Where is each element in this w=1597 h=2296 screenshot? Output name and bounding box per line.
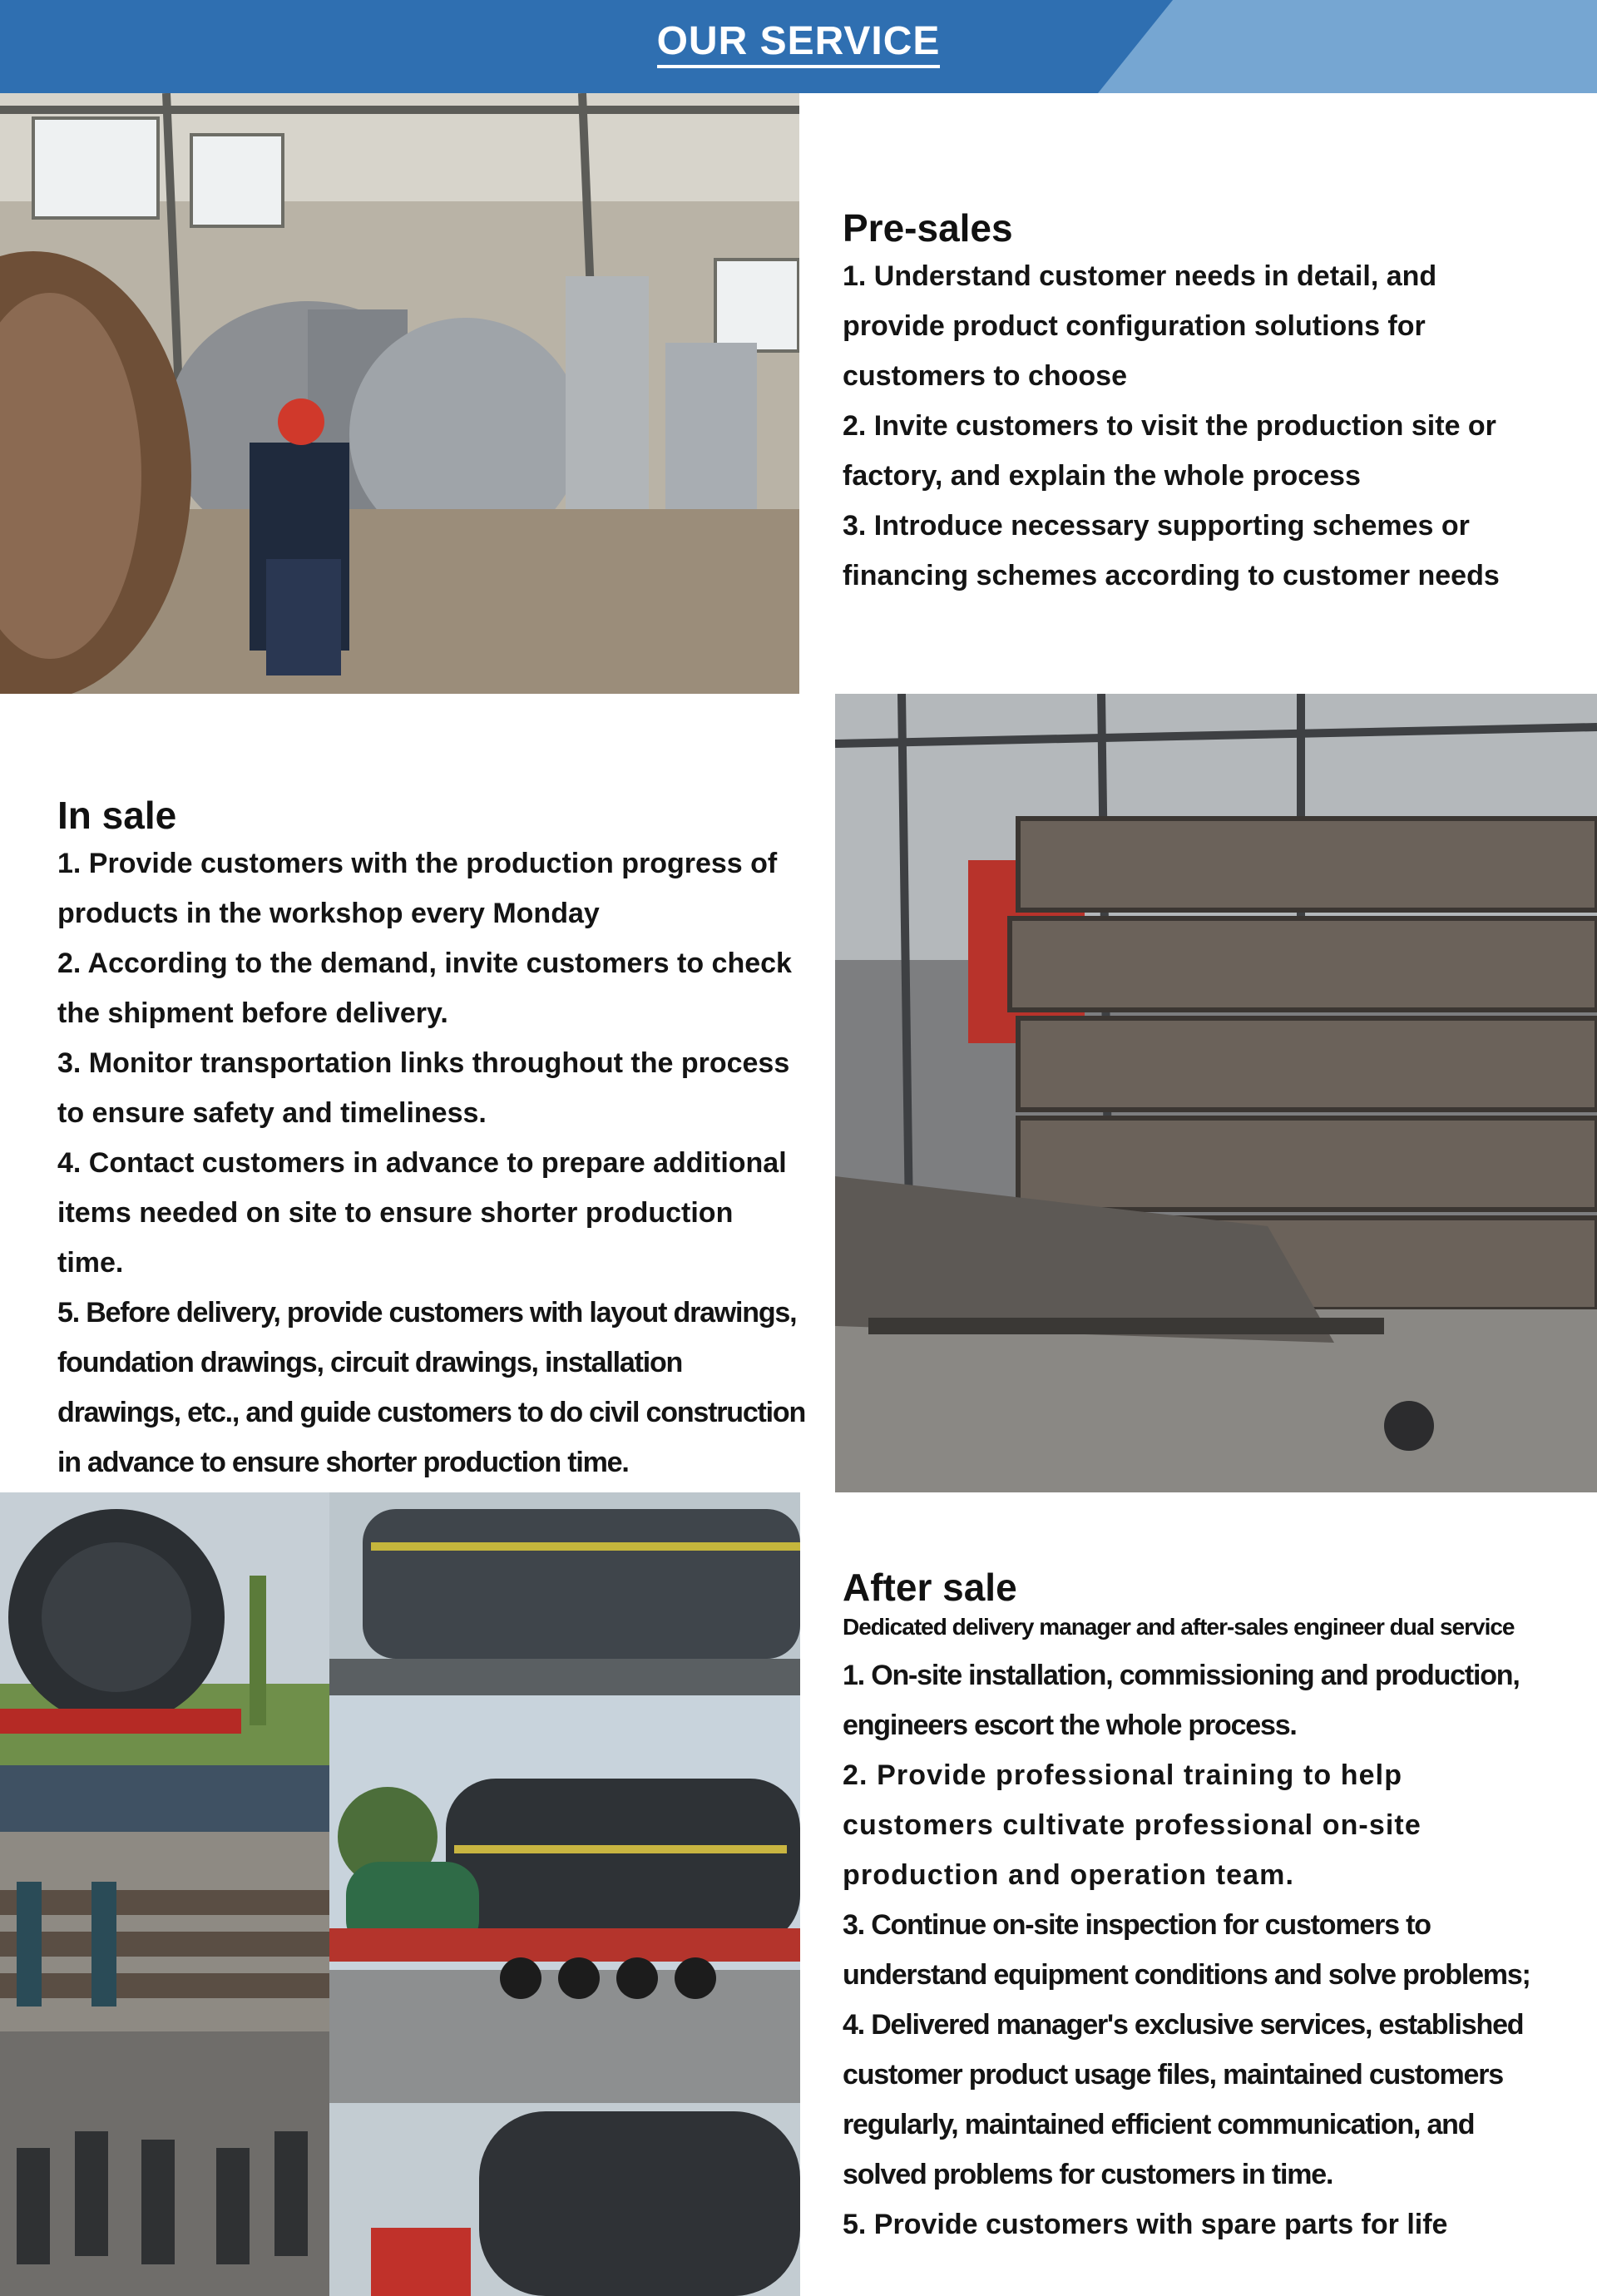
insale-heading: In sale: [57, 794, 177, 837]
insale-section: [57, 792, 806, 1487]
presales-heading: Pre-sales: [843, 206, 1013, 250]
presales-item: 1. Understand customer needs in detail, and provide product configuration solutions for customers to choose: [843, 260, 1437, 392]
insale-item: 1. Provide customers with the production progress of products in the workshop every Monday: [57, 848, 778, 929]
aftersale-item: 5. Provide customers with spare parts for life: [843, 2209, 1448, 2240]
bolts-photo: [0, 2031, 329, 2296]
presales-item: 2. Invite customers to visit the production site or factory, and explain the whole process: [843, 410, 1496, 492]
aftersale-item: 4. Delivered manager's exclusive services, established customer product usage files, maintained customers regularly, maintained efficient communication, and solved problems for customers in time.: [843, 2009, 1524, 2190]
workshop-photo: [0, 93, 799, 694]
steel-frames-photo: [835, 694, 1597, 1492]
presales-list: [843, 251, 1541, 601]
aftersale-section: [843, 1564, 1546, 2249]
aftersale-item: 1. On-site installation, commissioning and production, engineers escort the whole process.: [843, 1660, 1520, 1741]
insale-item: 5. Before delivery, provide customers with layout drawings, foundation drawings, circuit drawings, installation drawings, etc., and guide customers to do civil construction in advance to ensure shorter production time.: [57, 1297, 806, 1478]
insale-list: [57, 839, 806, 1487]
insale-item: 2. According to the demand, invite customers to check the shipment before delivery.: [57, 948, 792, 1029]
page-header: [0, 0, 1597, 93]
page-title: OUR SERVICE: [0, 18, 1597, 64]
pipes-photo: [0, 1765, 329, 2031]
insale-item: 3. Monitor transportation links throughout the process to ensure safety and timeliness.: [57, 1047, 790, 1129]
aftersale-subtitle: Dedicated delivery manager and after-sales engineer dual service: [843, 1614, 1515, 1640]
presales-section: [843, 205, 1541, 601]
reactor-end-photo: [0, 1492, 329, 1765]
aftersale-heading: After sale: [843, 1566, 1017, 1609]
presales-item: 3. Introduce necessary supporting schemes or financing schemes according to customer needs: [843, 510, 1500, 591]
aftersale-list: [843, 1650, 1546, 2249]
reactor-top-photo: [329, 1492, 800, 1695]
insale-item: 4. Contact customers in advance to prepare additional items needed on site to ensure shorter production time.: [57, 1147, 787, 1279]
aftersale-item: 3. Continue on-site inspection for customers to understand equipment conditions and solve problems;: [843, 1909, 1530, 1991]
aftersale-item: 2. Provide professional training to help customers cultivate professional on-site production and operation team.: [843, 1759, 1421, 1891]
truck-shipment-photo: [329, 1695, 800, 2103]
reactor-loading-photo: [329, 2103, 800, 2296]
